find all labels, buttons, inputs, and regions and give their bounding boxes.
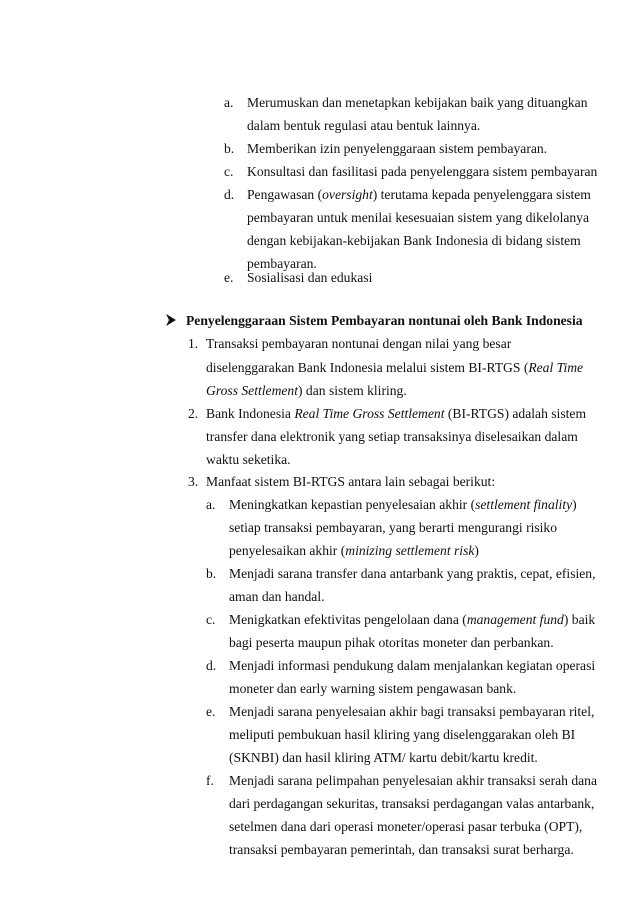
list-item-text: moneter dan early warning sistem pengawasan bank.: [229, 681, 517, 696]
list-item-text: Menjadi sarana penyelesaian akhir bagi transaksi pembayaran ritel,: [229, 704, 595, 719]
list-item-text: transfer dana elektronik yang setiap transaksinya diselesaikan dalam: [206, 429, 578, 444]
list-item-text: transaksi pembayaran pemerintah, dan transaksi surat berharga.: [229, 842, 574, 857]
list-marker: b.: [224, 141, 235, 156]
list-item-text: aman dan handal.: [229, 589, 325, 604]
list-marker: a.: [206, 497, 216, 512]
list-marker: d.: [224, 187, 235, 202]
list-item-text: waktu seketika.: [206, 452, 291, 467]
list-marker: f.: [206, 773, 214, 788]
list-item-text: Menjadi sarana pelimpahan penyelesaian akhir transaksi serah dana: [229, 773, 598, 788]
list-item-text: pembayaran.: [247, 256, 317, 271]
list-item-text: Memberikan izin penyelenggaraan sistem pembayaran.: [247, 141, 548, 156]
arrow-bullet-icon: [166, 314, 176, 326]
list-item-text: setiap transaksi pembayaran, yang berarti mengurangi risiko: [229, 520, 558, 535]
list-marker: e.: [224, 270, 234, 285]
list-marker: c.: [224, 164, 234, 179]
list-item-text: setelmen dana dari operasi moneter/operasi pasar terbuka (OPT),: [229, 819, 583, 834]
list-item-text: meliputi pembukuan hasil kliring yang diselenggarakan oleh BI: [229, 727, 576, 742]
list-item-text: Konsultasi dan fasilitasi pada penyelenggara sistem pembayaran: [247, 164, 598, 179]
list-marker: 2.: [188, 406, 199, 421]
list-item-text: (SKNBI) dan hasil kliring ATM/ kartu debit/kartu kredit.: [229, 750, 538, 765]
list-marker: b.: [206, 566, 217, 581]
list-item-text: dengan kebijakan-kebijakan Bank Indonesia di bidang sistem: [247, 233, 581, 248]
list-marker: d.: [206, 658, 217, 673]
list-item-text: Pengawasan (oversight) terutama kepada penyelenggara sistem: [247, 187, 591, 202]
list-item-text: Manfaat sistem BI-RTGS antara lain sebagai berikut:: [206, 474, 496, 489]
list-item-text: Transaksi pembayaran nontunai dengan nilai yang besar: [206, 336, 512, 351]
list-item-text: Menjadi sarana transfer dana antarbank yang praktis, cepat, efisien,: [229, 566, 596, 581]
list-item-text: Sosialisasi dan edukasi: [247, 270, 373, 285]
list-item-text: Menjadi informasi pendukung dalam menjalankan kegiatan operasi: [229, 658, 596, 673]
list-item-text: dari perdagangan sekuritas, transaksi perdagangan valas antarbank,: [229, 796, 595, 811]
list-marker: c.: [206, 612, 216, 627]
list-marker: e.: [206, 704, 216, 719]
list-item-text: Merumuskan dan menetapkan kebijakan baik yang dituangkan: [247, 95, 588, 110]
list-item-text: Menigkatkan efektivitas pengelolaan dana (management fund) baik: [229, 612, 596, 627]
list-item-text: Bank Indonesia Real Time Gross Settlement (BI-RTGS) adalah sistem: [206, 406, 587, 421]
list-item-text: pembayaran untuk menilai kesesuaian sistem yang dikelolanya: [247, 210, 590, 225]
list-item-text: dalam bentuk regulasi atau bentuk lainnya.: [247, 118, 481, 133]
list-marker: a.: [224, 95, 234, 110]
list-marker: 1.: [188, 336, 199, 351]
list-item-text: Meningkatkan kepastian penyelesaian akhir (settlement finality): [229, 497, 577, 512]
list-item-text: bagi peserta maupun pihak otoritas moneter dan perbankan.: [229, 635, 554, 650]
list-item-text: diselenggarakan Bank Indonesia melalui sistem BI-RTGS (Real Time: [206, 360, 584, 375]
section-heading: Penyelenggaraan Sistem Pembayaran nontunai oleh Bank Indonesia: [186, 313, 583, 328]
list-marker: 3.: [188, 474, 199, 489]
list-item-text: penyelesaikan akhir (minizing settlement risk): [229, 543, 479, 558]
list-item-text: Gross Settlement) dan sistem kliring.: [206, 383, 407, 398]
